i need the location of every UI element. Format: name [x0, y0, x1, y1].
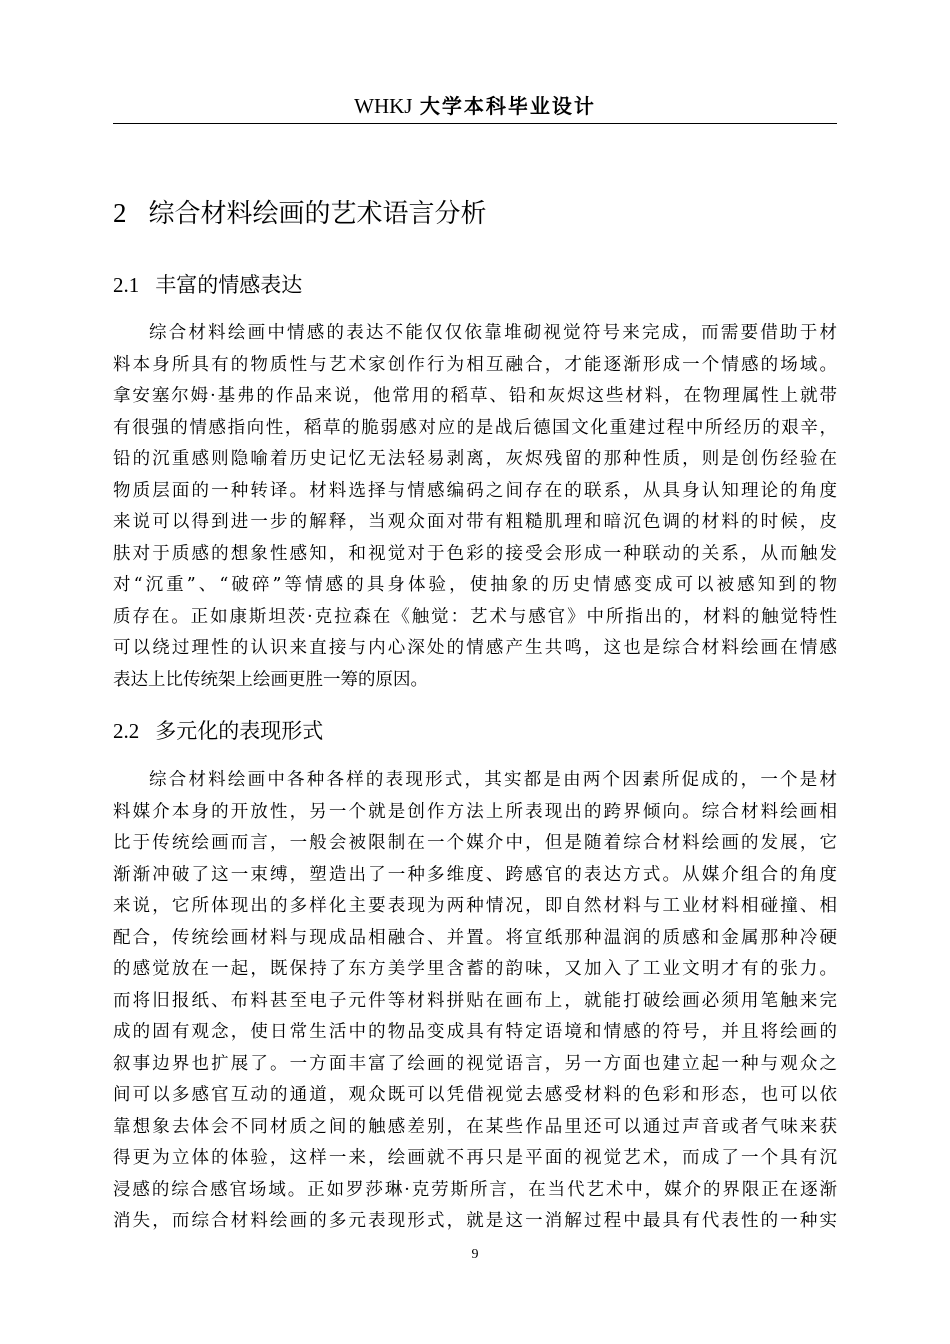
header-title: 大学本科毕业设计 [419, 94, 596, 118]
header-school-code: WHKJ [354, 94, 413, 118]
text-line: 间可以多感官互动的通道，观众既可以凭借视觉去感受材料的色彩和形态，也可以依 [113, 1085, 837, 1105]
section-number: 2.1 [113, 273, 140, 297]
text-line: 综合材料绘画中各种各样的表现形式，其实都是由两个因素所促成的，一个是材 [149, 770, 837, 790]
text-line: 成的固有观念，使日常生活中的物品变成具有特定语境和情感的符号，并且将绘画的 [113, 1022, 837, 1042]
text-line: 肤对于质感的想象性感知，和视觉对于色彩的接受会形成一种联动的关系，从而触发 [113, 543, 837, 564]
text-line: 料本身所具有的物质性与艺术家创作行为相互融合，才能逐渐形成一个情感的场域。 [113, 354, 837, 375]
text-line: 有很强的情感指向性，稻草的脆弱感对应的是战后德国文化重建过程中所经历的艰辛， [113, 417, 837, 438]
text-line: 来说可以得到进一步的解释，当观众面对带有粗糙肌理和暗沉色调的材料的时候，皮 [113, 512, 837, 532]
chapter-number: 2 [113, 198, 127, 228]
section-number: 2.2 [113, 719, 140, 743]
text-line: 可以绕过理性的认识来直接与内心深处的情感产生共鸣，这也是综合材料绘画在情感 [113, 638, 837, 658]
text-line: 对“沉重”、“破碎”等情感的具身体验，使抽象的历史情感变成可以被感知到的物 [113, 575, 837, 595]
page-number: 9 [471, 1247, 479, 1262]
text-line: 叙事边界也扩展了。一方面丰富了绘画的视觉语言，另一方面也建立起一种与观众之 [113, 1053, 837, 1074]
text-line: 而将旧报纸、布料甚至电子元件等材料拼贴在画布上，就能打破绘画必须用笔触来完 [113, 990, 837, 1011]
section-2-2-paragraph [113, 765, 837, 1238]
text-line: 浸感的综合感官场域。正如罗莎琳·克劳斯所言，在当代艺术中，媒介的界限正在逐渐 [113, 1179, 837, 1200]
chapter-heading [113, 195, 487, 232]
chapter-title: 综合材料绘画的艺术语言分析 [148, 199, 487, 229]
text-line: 比于传统绘画而言，一般会被限制在一个媒介中，但是随着综合材料绘画的发展，它 [113, 833, 837, 853]
text-line: 物质层面的一种转译。材料选择与情感编码之间存在的联系，从具身认知理论的角度 [113, 480, 837, 501]
text-line: 铅的沉重感则隐喻着历史记忆无法轻易剥离，灰烬残留的那种性质，则是创伤经验在 [113, 449, 837, 469]
text-line: 来说，它所体现出的多样化主要表现为两种情况，即自然材料与工业材料相碰撞、相 [113, 896, 837, 916]
text-line: 料媒介本身的开放性，另一个就是创作方法上所表现出的跨界倾向。综合材料绘画相 [113, 801, 837, 822]
section-2-1-paragraph [113, 318, 837, 696]
running-header [113, 92, 837, 120]
text-line: 配合，传统绘画材料与现成品相融合、并置。将宣纸那种温润的质感和金属那种冷硬 [113, 927, 837, 948]
section-title: 多元化的表现形式 [155, 719, 324, 743]
text-line: 消失，而综合材料绘画的多元表现形式，就是这一消解过程中最具有代表性的一种实 [113, 1211, 837, 1231]
text-line: 靠想象去体会不同材质之间的触感差别，在某些作品里还可以通过声音或者气味来获 [113, 1116, 837, 1137]
text-line: 拿安塞尔姆·基弗的作品来说，他常用的稻草、铅和灰烬这些材料，在物理属性上就带 [113, 386, 837, 406]
text-line: 渐渐冲破了这一束缚，塑造出了一种多维度、跨感官的表达方式。从媒介组合的角度 [113, 864, 837, 885]
header-rule [113, 123, 837, 124]
text-line: 综合材料绘画中情感的表达不能仅仅依靠堆砌视觉符号来完成，而需要借助于材 [149, 323, 837, 343]
text-line: 的感觉放在一起，既保持了东方美学里含蓄的韵味，又加入了工业文明才有的张力。 [113, 959, 837, 979]
text-line: 得更为立体的体验，这样一来，绘画就不再只是平面的视觉艺术，而成了一个具有沉 [113, 1148, 837, 1168]
text-line: 表达上比传统架上绘画更胜一筹的原因。 [113, 669, 428, 690]
text-line: 质存在。正如康斯坦茨·克拉森在《触觉：艺术与感官》中所指出的，材料的触觉特性 [113, 606, 837, 627]
section-heading-2-2 [113, 716, 323, 746]
section-title: 丰富的情感表达 [155, 273, 303, 297]
section-heading-2-1 [113, 270, 302, 300]
